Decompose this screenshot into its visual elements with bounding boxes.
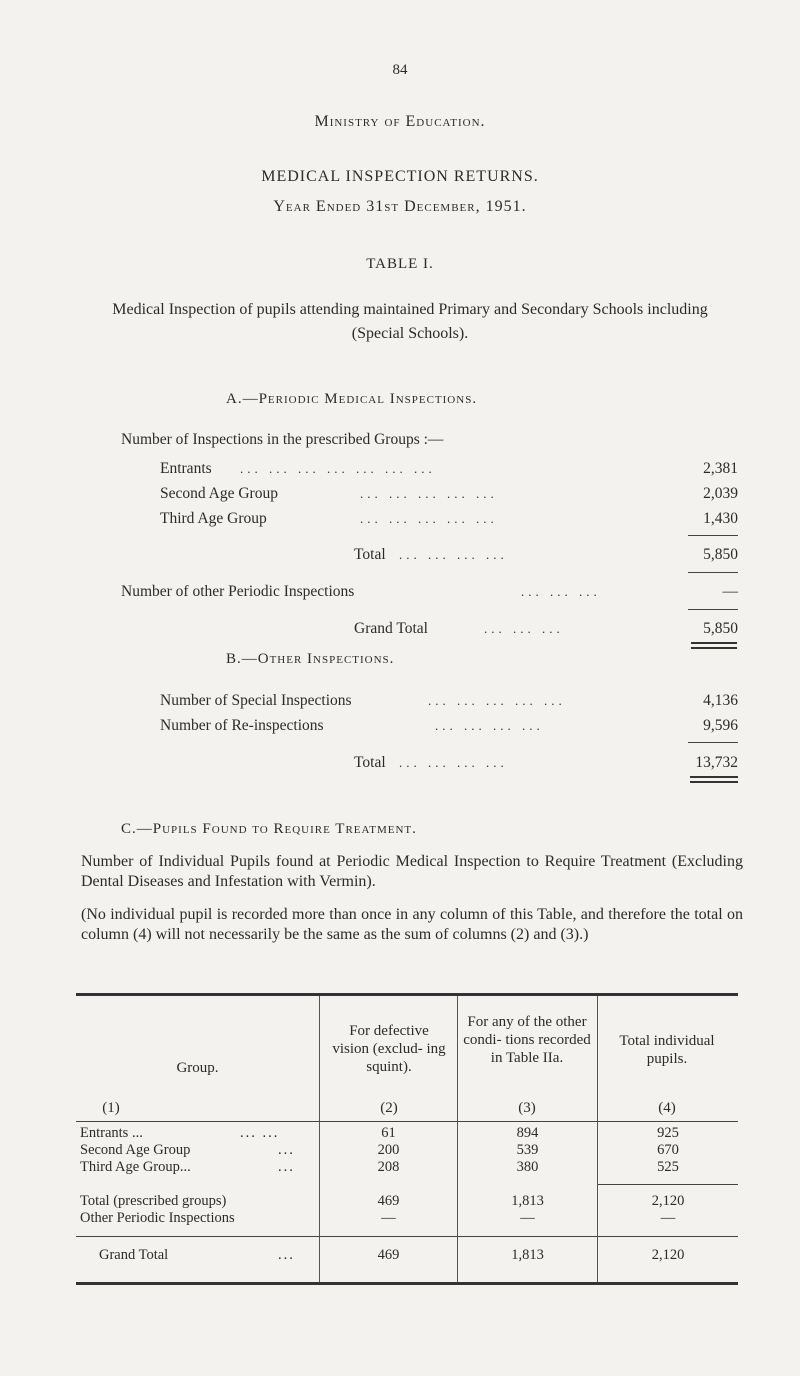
group-cell: Total (prescribed groups) bbox=[80, 1193, 227, 1209]
group-cell: Third Age Group... bbox=[80, 1159, 191, 1175]
section-c-heading: C.—Pupils Found to Require Treatment. bbox=[121, 821, 417, 837]
leader-dots: ... ... bbox=[240, 1125, 280, 1141]
total-cell: 925 bbox=[657, 1125, 679, 1141]
row-value: 1,430 bbox=[703, 510, 738, 527]
table-top-rule bbox=[76, 993, 738, 996]
group-cell: Second Age Group bbox=[80, 1142, 191, 1158]
ministry-heading: Ministry of Education. bbox=[314, 113, 486, 130]
section-b-row bbox=[160, 692, 738, 712]
total-cell: 2,120 bbox=[651, 1193, 685, 1209]
subtotal-rule bbox=[598, 1184, 738, 1185]
section-a-total bbox=[354, 546, 738, 566]
row-value: 4,136 bbox=[703, 692, 738, 709]
divider bbox=[688, 742, 738, 743]
total-cell: 525 bbox=[657, 1159, 679, 1175]
other-cell: 894 bbox=[516, 1125, 539, 1141]
grand-total-rule bbox=[76, 1236, 738, 1237]
section-a-row bbox=[160, 460, 738, 480]
vision-cell: — bbox=[381, 1210, 396, 1226]
table-bottom-rule bbox=[76, 1282, 738, 1285]
group-cell: Grand Total bbox=[99, 1247, 169, 1263]
vision-cell: 469 bbox=[377, 1193, 400, 1209]
row-value: 13,732 bbox=[695, 754, 738, 771]
leader-dots: ... ... ... ... ... bbox=[360, 511, 498, 526]
total-cell: 670 bbox=[657, 1142, 679, 1158]
header-num: (2) bbox=[380, 1100, 398, 1116]
description: Medical Inspection of pupils attending maintained Primary and Secondary Schools including (Special Schools). bbox=[112, 301, 708, 342]
leader-dots: ... ... ... ... bbox=[435, 718, 544, 733]
table-title: TABLE I. bbox=[366, 256, 434, 272]
header-num: (3) bbox=[518, 1100, 536, 1116]
vision-cell: 200 bbox=[377, 1142, 400, 1158]
row-value: 5,850 bbox=[703, 620, 738, 637]
group-cell: Other Periodic Inspections bbox=[80, 1210, 235, 1226]
double-rule bbox=[691, 647, 737, 649]
section-b-total bbox=[354, 754, 738, 774]
row-value: 5,850 bbox=[703, 546, 738, 563]
page-title: MEDICAL INSPECTION RETURNS. bbox=[261, 168, 539, 185]
section-b-row bbox=[160, 717, 738, 737]
section-a-intro: Number of Inspections in the prescribed Groups :— bbox=[121, 431, 444, 448]
row-label: Total bbox=[354, 754, 386, 771]
header-num: (1) bbox=[102, 1100, 120, 1116]
other-cell: 1,813 bbox=[511, 1247, 544, 1263]
leader-dots: ... ... ... ... bbox=[399, 755, 508, 770]
double-rule bbox=[690, 776, 738, 778]
leader-dots: ... bbox=[278, 1159, 295, 1175]
leader-dots: ... ... ... bbox=[484, 621, 564, 636]
divider bbox=[688, 535, 738, 536]
row-label: Number of other Periodic Inspections bbox=[121, 583, 355, 600]
leader-dots: ... ... ... bbox=[521, 584, 601, 599]
header-rule bbox=[76, 1121, 738, 1122]
row-label: Second Age Group bbox=[160, 485, 278, 502]
leader-dots: ... ... ... ... ... bbox=[428, 693, 566, 708]
vision-cell: 61 bbox=[381, 1125, 396, 1141]
row-value: 2,381 bbox=[703, 460, 738, 477]
section-a-other bbox=[121, 583, 738, 603]
page-number: 84 bbox=[392, 62, 408, 78]
double-rule bbox=[690, 781, 738, 783]
section-b-heading: B.—Other Inspections. bbox=[226, 651, 395, 667]
header-num: (4) bbox=[658, 1100, 676, 1116]
section-c-paragraph: Number of Individual Pupils found at Periodic Medical Inspection to Require Treatment (Excluding Dental Diseases and Infestation with Vermin). bbox=[81, 853, 743, 890]
section-a-row bbox=[160, 510, 738, 530]
total-cell: 2,120 bbox=[651, 1247, 685, 1263]
other-cell: 380 bbox=[516, 1159, 539, 1175]
year-line: Year Ended 31st December, 1951. bbox=[273, 198, 527, 215]
row-label: Grand Total bbox=[354, 620, 428, 637]
double-rule bbox=[691, 642, 737, 644]
row-label: Number of Special Inspections bbox=[160, 692, 352, 709]
row-label: Total bbox=[354, 546, 386, 563]
header-other-conditions: For any of the other condi- tions recorded in Table IIa. bbox=[463, 1014, 591, 1066]
row-label: Entrants bbox=[160, 460, 212, 477]
group-cell: Entrants ... bbox=[80, 1125, 143, 1141]
other-cell: 539 bbox=[516, 1142, 539, 1158]
section-a-grand-total bbox=[354, 620, 738, 640]
vision-cell: 208 bbox=[377, 1159, 400, 1175]
total-cell: — bbox=[660, 1210, 676, 1226]
section-a-heading: A.—Periodic Medical Inspections. bbox=[226, 391, 478, 407]
section-a-row bbox=[160, 485, 738, 505]
leader-dots: ... ... ... ... bbox=[399, 547, 508, 562]
other-cell: — bbox=[520, 1210, 535, 1226]
row-value: — bbox=[722, 583, 738, 600]
row-value: 9,596 bbox=[703, 717, 738, 734]
leader-dots: ... ... ... ... ... ... ... bbox=[240, 461, 436, 476]
divider bbox=[688, 572, 738, 573]
header-group: Group. bbox=[176, 1060, 219, 1076]
header-defective-vision: For defective vision (exclud- ing squint). bbox=[332, 1023, 446, 1075]
row-label: Number of Re-inspections bbox=[160, 717, 324, 734]
leader-dots: ... bbox=[278, 1247, 295, 1263]
vision-cell: 469 bbox=[377, 1247, 400, 1263]
row-value: 2,039 bbox=[703, 485, 738, 502]
leader-dots: ... bbox=[278, 1142, 295, 1158]
section-c-note: (No individual pupil is recorded more than once in any column of this Table, and therefore the total on column (4) will not necessarily be the same as the sum of columns (2) and (3).) bbox=[81, 906, 743, 943]
other-cell: 1,813 bbox=[511, 1193, 544, 1209]
leader-dots: ... ... ... ... ... bbox=[360, 486, 498, 501]
row-label: Third Age Group bbox=[160, 510, 267, 527]
header-total: Total individual pupils. bbox=[619, 1033, 715, 1067]
divider bbox=[688, 609, 738, 610]
